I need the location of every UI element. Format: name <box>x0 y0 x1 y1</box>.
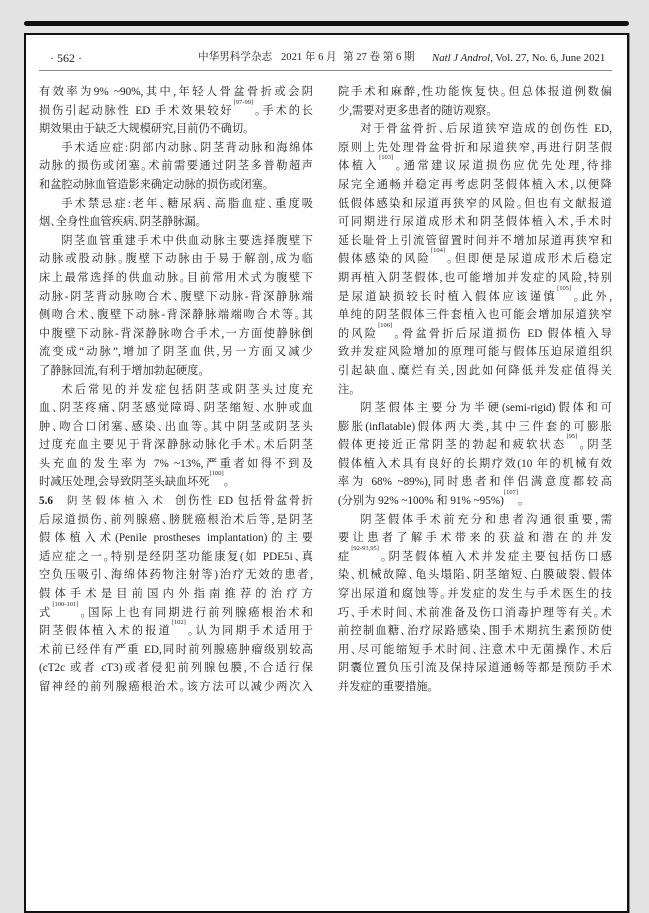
text-line: 动脉或股动脉。腹壁下动脉由于易于解剖,成为临 <box>39 253 313 266</box>
text-line: 有效率为9% ~90%,其中,年轻人骨盆骨折或会阴 <box>39 86 313 98</box>
text-line: 膨胀(inflatable)假体两大类,其中三件套的可膨胀 <box>338 420 612 433</box>
text-segment: (分别为 92% ~100% 和 91% ~95%) <box>338 495 504 508</box>
text-line: 率为 68% ~89%),同时患者和伴侣满意度都较高 <box>338 476 612 489</box>
text-line <box>338 321 612 344</box>
citation: [106] <box>378 321 393 329</box>
text-line: 床上最常选择的供血动脉。目前常用术式为腹壁下 <box>39 271 313 284</box>
text-segment: 假体更接近正常阴茎的勃起和疲软状态 <box>338 439 567 452</box>
section-heading-line <box>39 492 313 511</box>
text-line: 单纯的阴茎假体三件套植入也可能会增加尿道狭窄 <box>338 309 612 322</box>
text-line: 染、机械故障、龟头塌陷、阴茎缩短、白膜破裂、假体 <box>338 569 612 582</box>
text-segment: 。手术的长 <box>253 104 313 117</box>
text-segment: 症 <box>338 550 352 563</box>
text-line: 血、阴茎疼痛、阴茎感觉障碍、阴茎缩短、水肿或血 <box>39 402 313 415</box>
text-line: 用、尽可能缩短手术时间、注意术中无菌操作、术后 <box>338 643 612 656</box>
citation: [97-99] <box>233 98 254 106</box>
top-black-bar <box>24 21 629 26</box>
text-line <box>39 619 313 641</box>
text-line: 动脉的损伤或闭塞。术前需要通过阴茎多普勒超声 <box>39 160 313 173</box>
text-segment: 的风险 <box>338 327 379 340</box>
text-segment: 式 <box>39 606 53 619</box>
text-segment: 创伤性 ED 包括骨盆骨折 <box>175 495 313 508</box>
text-line: 手术禁忌症:老年、糖尿病、高脂血症、重度吸 <box>61 197 313 210</box>
text-line: 动脉-阴茎背动脉吻合术、腹壁下动脉-背深静脉端 <box>39 290 313 303</box>
text-segment: 。 <box>518 495 524 508</box>
text-line: 了静脉回流,有利于增加勃起硬度。 <box>39 364 205 377</box>
volume-issue-cn: 第 27 卷 第 6 期 <box>343 52 415 63</box>
text-segment: 阴茎假体植入术的报道 <box>39 625 172 638</box>
citation: [103] <box>379 154 394 162</box>
text-segment: 。骨盆骨折后尿道损伤 ED 假体植入导 <box>392 327 612 340</box>
text-segment: 。 <box>223 476 230 489</box>
text-line: 过度充血主要见于背深静脉动脉化手术。术后阴茎 <box>39 439 313 452</box>
text-line: 少,需要对更多患者的随访观察。 <box>338 104 492 117</box>
text-segment: 。认为同期手术适用于 <box>185 625 313 638</box>
text-line: 尿完全通畅并稳定再考虑阴茎假体植入术,以便降 <box>338 178 612 191</box>
citation: [92-93,95] <box>351 544 379 552</box>
text-line: 阴囊位置负压引流及保持尿道通畅等都是预防手术 <box>338 662 612 675</box>
journal-name-en: Natl J Androl <box>432 52 491 64</box>
text-line <box>39 98 313 121</box>
text-line: 原则上先处理骨盆骨折和尿道狭窄,再进行阴茎假 <box>338 141 612 154</box>
text-line: 假体植入术具有良好的长期疗效(10 年的机械有效 <box>338 457 612 470</box>
text-line: 阴茎假体主要分为半硬(semi-rigid)假体和可 <box>360 402 612 415</box>
text-line: 引起缺血、糜烂有关,因此如何降低并发症值得关 <box>338 364 612 377</box>
text-line: 假体手术是目前国内外指南推荐的治疗方 <box>39 588 313 601</box>
text-line: 侧吻合术、腹壁下动脉-背深静脉端端吻合术等。其 <box>39 309 313 322</box>
text-line: 低假体感染和尿道再狭窄的风险。但也有文献报道 <box>338 197 612 210</box>
text-segment: 假体感染的风险 <box>338 253 431 266</box>
journal-page <box>24 33 629 913</box>
page-number: · 562 · <box>50 51 82 65</box>
text-line: 手术适应症:阴部内动脉、阴茎背动脉和海绵体 <box>61 141 313 154</box>
text-line: 术前已经伴有严重 ED,同时前列腺癌肿瘤级别较高 <box>39 643 313 656</box>
text-line: 空负压吸引、海绵体药物注射等)治疗无效的患者, <box>39 569 313 582</box>
text-line <box>338 154 612 176</box>
journal-citation-en <box>432 51 605 65</box>
text-line: 可同期进行尿道成形术和阴茎假体植入术,手术时 <box>338 216 612 229</box>
text-segment: 损伤引起动脉性 ED 手术效果较好 <box>39 104 234 117</box>
text-segment: 。阴茎假体植入术并发症主要包括伤口感 <box>378 550 612 563</box>
text-line: 延长耻骨上引流管留置时间并不增加尿道再狭窄和 <box>338 234 612 247</box>
text-line: 留神经的前列腺癌根治术。该方法可以减少两次入 <box>39 681 313 693</box>
citation: [95] <box>566 433 578 441</box>
text-line: 烟、全身性血管疾病、阴茎静脉漏。 <box>39 216 202 229</box>
text-line: 和盆腔动脉血管造影来确定动脉的损伤或闭塞。 <box>39 178 269 191</box>
text-line <box>338 489 612 511</box>
text-line: 对于骨盆骨折、后尿道狭窄造成的创伤性 ED, <box>360 123 612 136</box>
text-line <box>338 544 612 567</box>
text-segment: 。国际上也有同期进行前列腺癌根治术和 <box>78 606 313 619</box>
text-line: 并发症的重要措施。 <box>338 681 434 693</box>
citation: [100-101] <box>52 600 79 608</box>
issue-date-cn: 2021 年 6 月 <box>281 52 337 63</box>
right-column <box>338 83 612 697</box>
text-segment: 。但即便是尿道成形术后稳定 <box>445 253 612 266</box>
section-title: 阴茎假体植入术 <box>65 496 167 508</box>
text-line: 院手术和麻醉,性功能恢复快。但总体报道例数偏 <box>338 86 612 98</box>
text-line: 前控制血糖、治疗尿路感染、围手术期抗生素预防使 <box>338 625 612 638</box>
text-line: 肿、吻合口闭塞、感染、出血等。其中阴茎或阴茎头 <box>39 420 313 433</box>
text-segment: 。阴茎 <box>577 439 612 452</box>
text-line: 期效果由于缺乏大规模研究,目前仍不确切。 <box>39 123 249 136</box>
text-line: 术后常见的并发症包括阴茎或阴茎头过度充 <box>61 383 313 396</box>
citation: [105] <box>557 284 572 292</box>
text-line: 致并发症风险增加的原理可能与假体压迫尿道组织 <box>338 346 612 359</box>
text-line: 注。 <box>338 383 355 396</box>
text-line: 阴茎血管重建手术中供血动脉主要选择腹壁下 <box>61 234 313 247</box>
citation: [107] <box>503 489 519 497</box>
left-column <box>39 83 313 697</box>
text-line: 阴茎假体手术前充分和患者沟通很重要,需 <box>360 513 612 526</box>
text-line: 期再植入阴茎假体,也可能增加并发症的风险,特别 <box>338 271 612 284</box>
text-line: 巧、手术时间、术前准备及伤口消毒护理等有关。术 <box>338 606 612 619</box>
text-line: 流变成“动脉”,增加了阴茎血供,另一方面又减少 <box>39 346 313 359</box>
header-rule <box>39 70 612 71</box>
text-line: 头充血的发生率为 7% ~13%,严重者如得不到及 <box>39 457 313 470</box>
text-segment: 。通常建议尿道损伤应优先处理,待排 <box>393 160 612 173</box>
text-line <box>338 247 612 269</box>
volume-issue-en: , Vol. 27, No. 6, June 2021 <box>490 52 606 64</box>
journal-name-cn: 中华男科学杂志 <box>198 52 273 63</box>
text-line <box>39 470 313 492</box>
text-line: (cT2c 或者 cT3)或者侵犯前列腺包膜,不合适行保 <box>39 662 313 675</box>
citation: [102] <box>171 619 186 627</box>
text-segment: 时减压处理,会导致阴茎头缺血坏死 <box>39 476 210 489</box>
citation: [104] <box>430 247 446 255</box>
text-line: 后尿道损伤、前列腺癌、膀胱癌根治术后等,是阴茎 <box>39 513 313 526</box>
text-line <box>338 284 612 307</box>
text-line: 假体植入术(Penile prostheses implantation)的主要 <box>39 532 313 545</box>
text-segment: 是尿道缺损较长时植入假体应该谨慎 <box>338 290 558 303</box>
text-segment: 。此外, <box>571 290 612 303</box>
text-line: 要让患者了解手术带来的获益和潜在的并发 <box>338 532 612 545</box>
text-line: 适应症之一。特别是经阴茎功能康复(如 PDE5i、真 <box>39 550 313 563</box>
text-line: 穿出尿道和腐蚀等。并发症的发生与手术医生的技 <box>338 588 612 601</box>
section-number: 5.6 <box>39 495 53 508</box>
text-segment: 体植入 <box>338 160 380 173</box>
citation: [100] <box>209 470 224 478</box>
text-line: 中腹壁下动脉-背深静脉吻合手术,一方面使静脉倒 <box>39 327 313 340</box>
text-line <box>338 433 612 455</box>
